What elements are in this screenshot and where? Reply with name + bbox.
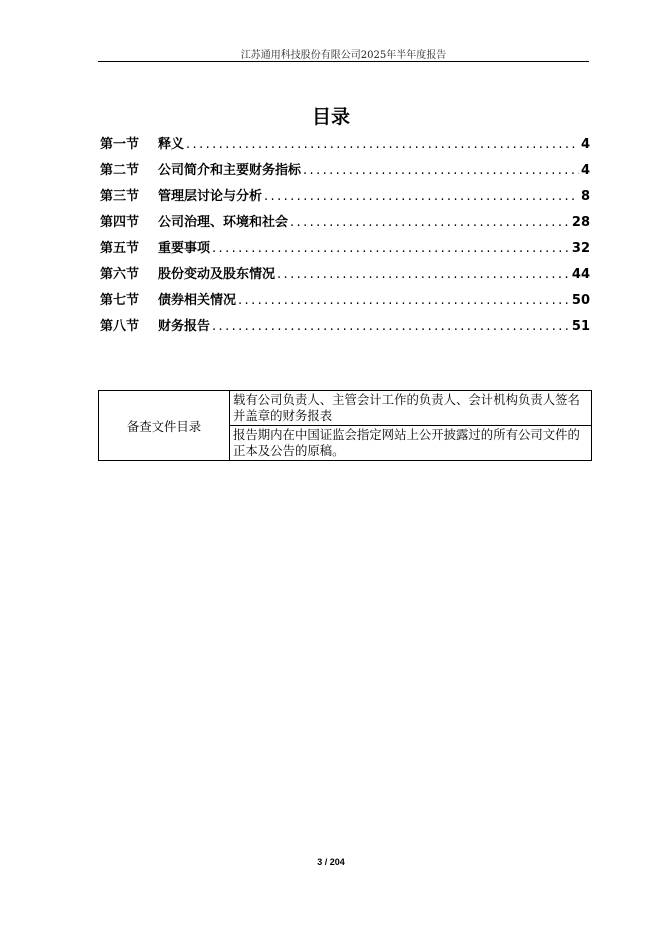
toc-page-number: 32 (571, 241, 590, 256)
toc-section-name: 释义 (158, 137, 185, 152)
toc-section-name: 重要事项 (158, 241, 211, 256)
reference-doc-item: 载有公司负责人、主管会计工作的负责人、会计机构负责人签名并盖章的财务报表 (230, 391, 592, 426)
table-of-contents (100, 136, 590, 344)
toc-page-number: 28 (571, 215, 590, 230)
toc-leader-dots (290, 214, 570, 232)
toc-section-name: 股份变动及股东情况 (158, 267, 276, 282)
toc-leader-dots (212, 318, 570, 336)
page-indicator: 3 / 204 (317, 857, 345, 867)
toc-leader-dots (212, 240, 570, 258)
header-divider (98, 61, 589, 62)
toc-section-number: 第五节 (100, 241, 140, 256)
toc-section-name: 公司简介和主要财务指标 (158, 163, 302, 178)
toc-section-name: 财务报告 (158, 319, 211, 334)
toc-section-name: 债券相关情况 (158, 293, 237, 308)
toc-page-number: 51 (571, 319, 590, 334)
toc-entry[interactable] (100, 214, 590, 240)
toc-entry[interactable] (100, 292, 590, 318)
toc-section-number: 第一节 (100, 137, 140, 152)
toc-page-number: 50 (571, 293, 590, 308)
toc-leader-dots (303, 162, 579, 180)
reference-doc-item: 报告期内在中国证监会指定网站上公开披露过的所有公司文件的正本及公告的原稿。 (230, 426, 592, 461)
toc-entry[interactable] (100, 188, 590, 214)
toc-leader-dots (264, 188, 579, 206)
toc-page-number: 4 (580, 137, 590, 152)
toc-section-name: 管理层讨论与分析 (158, 189, 263, 204)
toc-entry[interactable] (100, 136, 590, 162)
table-row (99, 391, 592, 426)
reference-documents-table (98, 390, 592, 461)
toc-section-number: 第三节 (100, 189, 140, 204)
toc-entry[interactable] (100, 162, 590, 188)
toc-section-number: 第八节 (100, 319, 140, 334)
toc-section-number: 第二节 (100, 163, 140, 178)
toc-leader-dots (186, 136, 579, 154)
toc-section-number: 第四节 (100, 215, 140, 230)
toc-entry[interactable] (100, 240, 590, 266)
toc-section-number: 第六节 (100, 267, 140, 282)
toc-leader-dots (277, 266, 570, 284)
toc-entry[interactable] (100, 266, 590, 292)
page-header: 江苏通用科技股份有限公司2025年半年度报告 (240, 50, 447, 61)
toc-section-name: 公司治理、环境和社会 (158, 215, 289, 230)
reference-docs-label: 备查文件目录 (99, 391, 230, 461)
toc-title: 目录 (311, 106, 350, 128)
toc-page-number: 44 (571, 267, 590, 282)
toc-leader-dots (238, 292, 570, 310)
toc-page-number: 4 (580, 163, 590, 178)
toc-section-number: 第七节 (100, 293, 140, 308)
toc-entry[interactable] (100, 318, 590, 344)
toc-page-number: 8 (580, 189, 590, 204)
